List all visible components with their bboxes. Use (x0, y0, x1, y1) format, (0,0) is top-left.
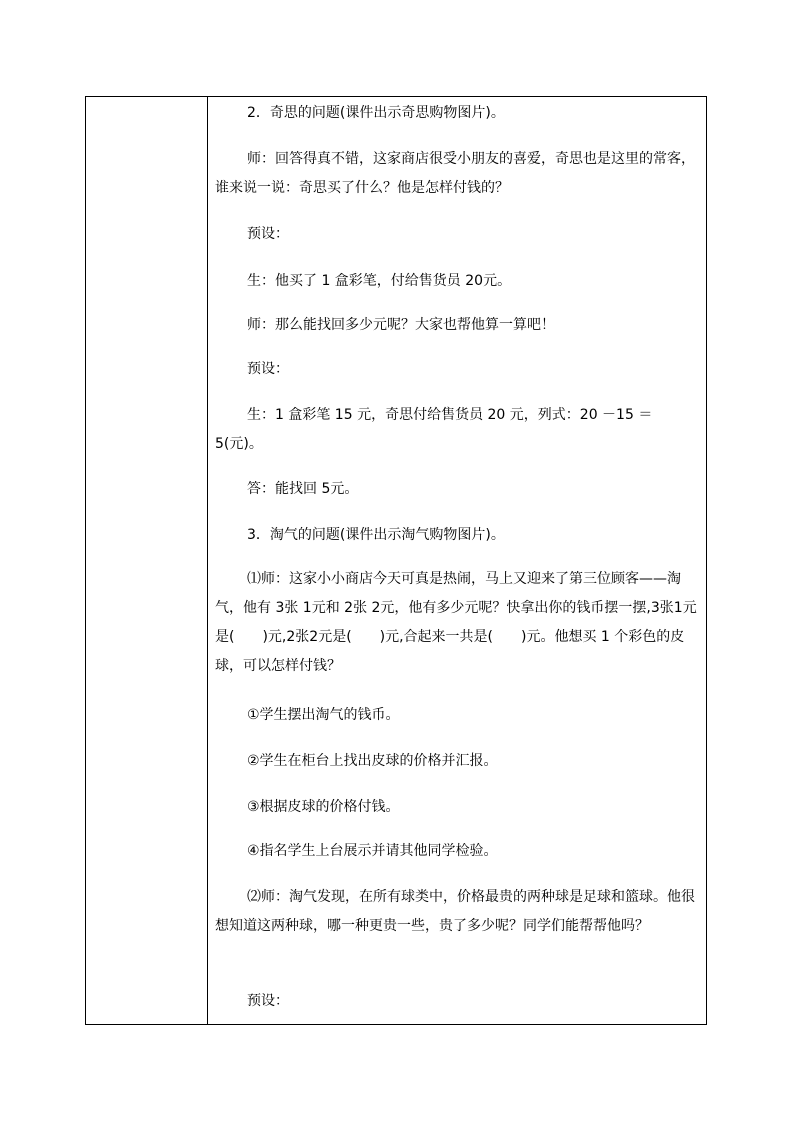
paragraph: ⑴师：这家小小商店今天可真是热闹，马上又迎来了第三位顾客——淘气，他有 3张 1元和 2张 2元，他有多少元呢？快拿出你的钱币摆一摆,3张1元是( )元,2张2元是( )元,合起来一共是( )元。他想买 1 个彩色的皮球，可以怎样付钱？ (215, 571, 697, 674)
paragraph: 3．淘气的问题(课件出示淘气购物图片)。 (247, 527, 505, 543)
lesson-table (85, 96, 707, 1025)
paragraph: ④指名学生上台展示并请其他同学检验。 (247, 843, 498, 859)
paragraph: 师：那么能找回多少元呢？大家也帮他算一算吧！ (247, 317, 555, 333)
paragraph: 2．奇思的问题(课件出示奇思购物图片)。 (247, 105, 505, 121)
paragraph: 答：能找回 5元。 (247, 481, 359, 497)
paragraph: ⑵师：淘气发现，在所有球类中，价格最贵的两种球是足球和篮球。他很想知道这两种球，哪一种更贵一些，贵了多少呢？同学们能帮帮他吗？ (215, 889, 695, 934)
paragraph: 预设： (247, 226, 289, 242)
table-right-column (208, 97, 706, 1024)
paragraph: 预设： (247, 993, 289, 1009)
paragraph: 生：1 盒彩笔 15 元，奇思付给售货员 20 元，列式：20 －15 ＝5(元)。 (215, 407, 653, 452)
table-left-column (86, 97, 208, 1024)
paragraph: ①学生摆出淘气的钱币。 (247, 707, 400, 723)
paragraph: 师：回答得真不错，这家商店很受小朋友的喜爱，奇思也是这里的常客，谁来说一说：奇思买了什么？他是怎样付钱的？ (215, 151, 695, 196)
paragraph: 生：他买了 1 盒彩笔，付给售货员 20元。 (247, 273, 512, 289)
paragraph: 预设： (247, 361, 289, 377)
paragraph: ③根据皮球的价格付钱。 (247, 799, 400, 815)
paragraph: ②学生在柜台上找出皮球的价格并汇报。 (247, 753, 498, 769)
